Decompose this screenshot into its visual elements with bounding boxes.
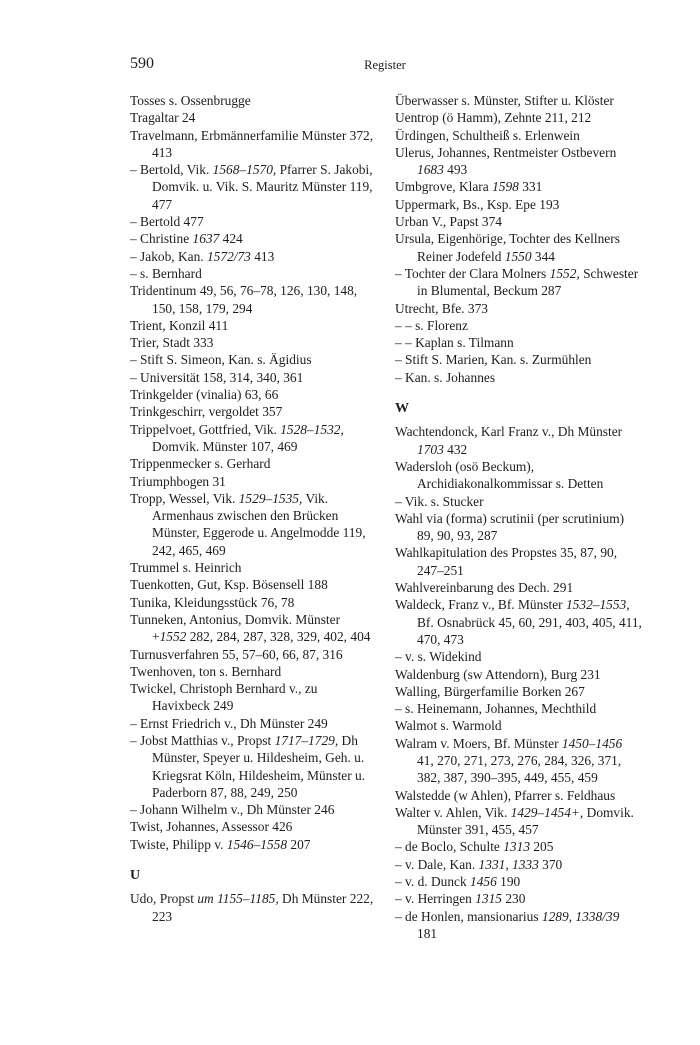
entry-text: 432 [443,441,468,457]
index-entry [395,787,642,804]
right-entries [395,92,642,386]
entry-date: 1552 [159,629,187,645]
entry-date: 1717–1729, [274,732,339,748]
index-entry [395,717,642,734]
entry-text: Uentrop (ö Hamm), Zehnte 211, 212 [395,110,592,126]
index-entry [130,351,376,368]
entry-text: Tropp, Wessel, Vik. [130,490,239,506]
entry-text: Walmot s. Warmold [395,718,502,734]
entry-text: – s. Bernhard [130,265,202,281]
entry-date: 1313 [503,839,531,855]
entry-date: 1155–1185, [217,891,279,907]
entry-text: Walstedde (w Ahlen), Pfarrer s. Feldhaus [395,787,616,803]
entry-text: Umbgrove, Klara [395,179,493,195]
index-entry [395,648,642,665]
right-section-entries [395,423,642,942]
index-entry [130,732,376,801]
entry-text: – – Kaplan s. Tilmann [395,335,514,351]
entry-text: Überwasser s. Münster, Stifter u. Klöster [395,93,614,108]
entry-date: 1450–1456 [561,735,623,751]
index-entry [130,559,376,576]
entry-text: – Ernst Friedrich v., Dh Münster 249 [130,715,328,731]
index-entry [395,300,642,317]
entry-text: – – s. Florenz [395,317,468,333]
entry-date: 1572/73 [206,248,251,264]
index-entry [395,735,642,787]
entry-date: 1637 [192,231,220,247]
entry-text: Travelmann, Erbmännerfamilie Münster 372, 413 [130,127,374,160]
entry-text: – s. Heinemann, Johannes, Mechthild [395,701,597,717]
section-letter-u: U [130,868,141,884]
entry-text: Udo, Propst [130,891,198,907]
entry-text: – Kan. s. Johannes [395,369,496,385]
entry-text: 207 [287,836,311,852]
index-entry [395,683,642,700]
entry-text: – v. s. Widekind [395,649,482,665]
entry-text: Dh Münster 222, 223 [152,891,374,924]
index-entry [395,838,642,855]
index-entry [130,594,376,611]
entry-text: Twenhoven, ton s. Bernhard [130,663,282,679]
entry-text: 424 [219,231,243,247]
entry-date: 1429–1454+, [510,804,584,820]
entry-text: Ursula, Eigenhörige, Tochter des Kellners Reiner Jodefeld [395,231,620,264]
index-entry [395,230,642,265]
entry-date: 1528–1532, [280,421,344,437]
entry-text: 344 [531,248,555,264]
index-entry [130,715,376,732]
index-entry [395,700,642,717]
index-entry [130,680,376,715]
entry-date: um [197,891,214,907]
entry-text: Wachtendonck, Karl Franz v., Dh Münster [395,424,623,440]
entry-text: 413 [250,248,275,264]
entry-text: Bf. Osnabrück 45, 60, 291, 403, 405, 411, 470, 473 [417,614,642,647]
entry-text: Ürdingen, Schultheiß s. Erlenwein [395,127,580,143]
index-entry [395,579,642,596]
entry-text: Trier, Stadt 333 [130,335,214,351]
page-header [130,55,640,79]
entry-text: Tosses s. Ossenbrugge [130,93,251,108]
index-entry [395,873,642,890]
entry-text: Twickel, Christoph Bernhard v., zu Havixbeck 249 [130,681,318,714]
index-entry [395,369,642,386]
left-column [130,92,376,925]
entry-date: 1331, 1333 [478,856,539,872]
entry-date: 1568–1570, [212,162,277,178]
entry-text: – Jakob, Kan. [130,248,207,264]
index-entry [395,265,642,300]
entry-text: 41, 270, 271, 273, 276, 284, 326, 371, 382, 387, 390–395, 449, 455, 459 [417,752,622,786]
entry-text: Triumphbogen 31 [130,473,226,489]
index-entry [395,856,642,873]
index-entry [130,611,376,646]
index-entry [130,317,376,334]
entry-text: Pfarrer S. Jakobi, Domvik. u. Vik. S. Mauritz Münster 119, 477 [152,162,373,212]
entry-text: 205 [530,839,554,855]
entry-text: – Jobst Matthias v., Propst [130,732,275,748]
index-entry [130,248,376,265]
entry-text: Wahlvereinbarung des Dech. 291 [395,580,574,596]
entry-text: Tunneken, Antonius, Domvik. Münster + [130,611,341,645]
entry-text: – Johann Wilhelm v., Dh Münster 246 [130,802,335,818]
entry-text: 331 [518,179,543,195]
index-entry [130,92,376,109]
entry-text: Urban V., Papst 374 [395,214,503,230]
left-section-entries [130,890,376,925]
index-entry [130,403,376,420]
index-entry [395,510,642,545]
index-entry [395,178,642,195]
index-entry [130,282,376,317]
index-entry [395,317,642,334]
index-entry [130,127,376,162]
entry-date: 1550 [504,248,532,264]
index-entry [130,890,376,925]
index-entry [130,161,376,213]
entry-text: 181 [417,925,438,941]
index-entry [130,646,376,663]
entry-text: Wahl via (forma) scrutinii (per scrutinium) 89, 90, 93, 287 [395,510,625,544]
entry-text: Wahlkapitulation des Propstes 35, 87, 90, 247–251 [395,545,618,578]
entry-text: Wadersloh (osö Beckum), Archidiakonalkommissar s. Detten [395,458,604,492]
entry-text: Tunika, Kleidungsstück 76, 78 [130,594,295,610]
running-head: Register [364,58,406,72]
entry-text: Schwester in Blumental, Beckum 287 [417,265,639,299]
entry-text: Domvik. Münster 107, 469 [152,438,298,454]
entry-date: 1703 [417,441,444,457]
index-entry [395,458,642,493]
entry-text: – v. Herringen [395,891,476,907]
entry-text: – v. Dale, Kan. [395,856,479,872]
entry-text: Twist, Johannes, Assessor 426 [130,819,293,835]
entry-text: Dh Münster, Speyer u. Hildesheim, Geh. u. Kriegsrat Köln, Hildesheim, Münster u. Paderborn 87, 88, 249, 250 [152,732,366,800]
entry-date: 1598 [492,179,519,195]
entry-date: 1289, 1338/39 [541,908,620,924]
index-entry [130,473,376,490]
index-entry [395,666,642,683]
entry-text: Uppermark, Bs., Ksp. Epe 193 [395,196,560,212]
entry-text: Trinkgelder (vinalia) 63, 66 [130,387,279,403]
entry-text: – Bertold, Vik. [130,162,213,178]
index-entry [130,663,376,680]
index-entry [130,576,376,593]
entry-text: – de Boclo, Schulte [395,839,504,855]
entry-text: Tragaltar 24 [130,110,196,126]
entry-text: – Stift S. Marien, Kan. s. Zurmühlen [395,352,592,368]
index-entry [130,213,376,230]
entry-text: Trippelvoet, Gottfried, Vik. [130,421,281,437]
index-entry [130,801,376,818]
index-entry [130,265,376,282]
index-entry [395,213,642,230]
entry-text: Turnusverfahren 55, 57–60, 66, 87, 316 [130,646,343,662]
index-entry [395,334,642,351]
entry-text: 282, 284, 287, 328, 329, 402, 404 [186,629,371,645]
index-entry [395,596,642,648]
entry-text: Tuenkotten, Gut, Ksp. Bösensell 188 [130,577,328,593]
entry-text: 493 [443,162,468,178]
index-entry [130,369,376,386]
index-entry [395,144,642,179]
entry-date: 1552, [549,265,580,281]
entry-text: Trinkgeschirr, vergoldet 357 [130,404,283,420]
entry-text: Domvik. Münster 391, 455, 457 [417,804,634,838]
index-entry [395,92,642,109]
entry-text: – Bertold 477 [130,214,204,230]
index-entry [395,196,642,213]
index-entry [395,908,642,943]
entry-text: – Vik. s. Stucker [395,493,484,509]
entry-date: 1315 [475,891,502,907]
index-entry [395,109,642,126]
entry-date: 1683 [417,162,444,178]
entry-text: – Christine [130,231,193,247]
entry-text: Twiste, Philipp v. [130,836,227,852]
entry-text: Trippenmecker s. Gerhard [130,456,271,472]
entry-text: Waldeck, Franz v., Bf. Münster [395,597,566,613]
entry-date: 1546–1558 [226,836,288,852]
page-number: 590 [130,55,154,72]
entry-text: Ulerus, Johannes, Rentmeister Ostbevern [395,144,617,160]
index-entry [130,818,376,835]
entry-text: – Universität 158, 314, 340, 361 [130,369,304,385]
entry-date: 1529–1535, [238,490,303,506]
entry-text: Walram v. Moers, Bf. Münster [395,735,562,751]
entry-text: 190 [496,874,521,890]
index-entry [130,421,376,456]
entry-date: 1532–1553, [565,597,630,613]
right-column [395,92,642,942]
entry-text: – Tochter der Clara Molners [395,265,550,281]
entry-text: Walter v. Ahlen, Vik. [395,804,511,820]
index-entry [130,109,376,126]
entry-date: 1456 [470,874,497,890]
entry-text: Trummel s. Heinrich [130,560,242,576]
entry-text: Waldenburg (sw Attendorn), Burg 231 [395,666,601,682]
index-entry [395,544,642,579]
section-letter-w: W [395,401,409,417]
entry-text: Utrecht, Bfe. 373 [395,300,488,316]
index-entry [130,455,376,472]
entry-text: – Stift S. Simeon, Kan. s. Ägidius [130,352,312,368]
entry-text: 370 [538,856,563,872]
index-entry [395,127,642,144]
index-entry [130,836,376,853]
index-entry [130,490,376,559]
entry-text: – de Honlen, mansionarius [395,908,542,924]
entry-text: Tridentinum 49, 56, 76–78, 126, 130, 148, 150, 158, 179, 294 [130,283,358,316]
entry-text: 230 [501,891,526,907]
entry-text: Vik. Armenhaus zwischen den Brücken Münster, Eggerode u. Angelmodde 119, 242, 465, 469 [152,490,366,558]
index-entry [130,386,376,403]
index-entry [130,334,376,351]
entry-text: Walling, Bürgerfamilie Borken 267 [395,683,585,699]
index-entry [395,351,642,368]
entry-text: Trient, Konzil 411 [130,317,229,333]
index-entry [395,423,642,458]
entry-text: – v. d. Dunck [395,874,471,890]
index-entry [395,804,642,839]
index-entry [395,890,642,907]
index-entry [130,230,376,247]
left-entries [130,92,376,853]
index-entry [395,493,642,510]
